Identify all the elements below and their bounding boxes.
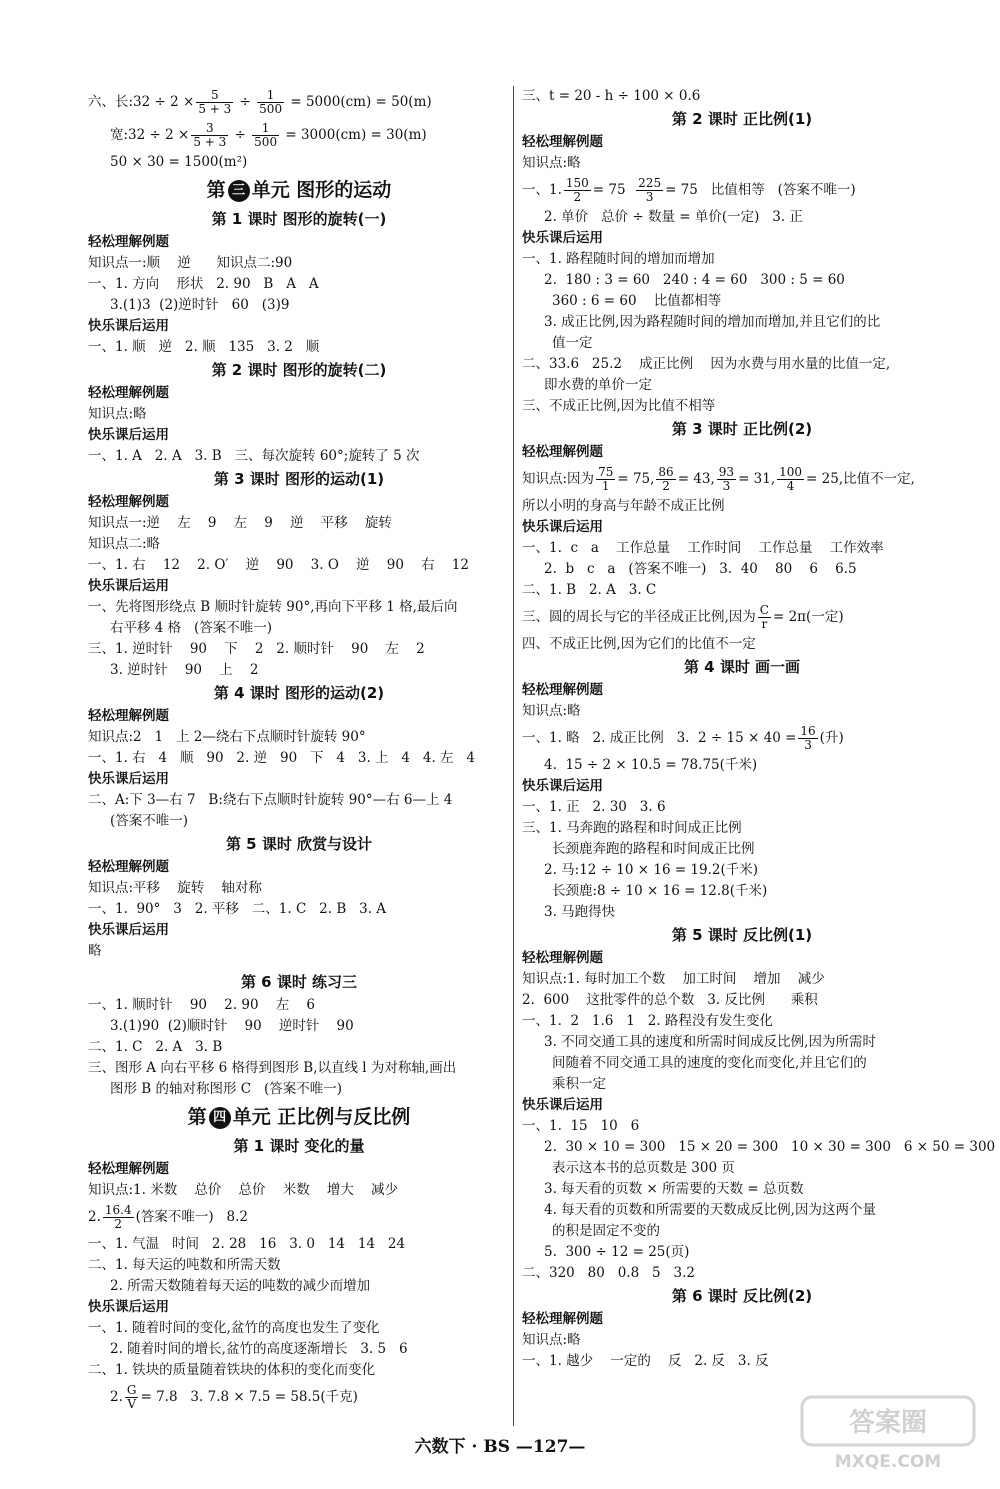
section-heading: 轻松理解例题 bbox=[88, 1161, 169, 1177]
answer-line: 一、先将图形绕点 B 顺时针旋转 90°,再向下平移 1 格,最后向 bbox=[88, 599, 458, 615]
lesson-title: 第 4 课时 图形的运动(2) bbox=[213, 684, 385, 702]
answer-line: 长颈鹿:8 ÷ 10 × 16 = 12.8(千米) bbox=[552, 883, 768, 899]
answer-line: 略 bbox=[88, 943, 102, 959]
answer-line: 乘积一定 bbox=[552, 1076, 606, 1092]
answer-line: 三、圆的周长与它的半径成正比例,因为 $\frac{C}{r}$ = 2π(一定) bbox=[522, 603, 844, 631]
answer-line: 三、1. 马奔跑的路程和时间成正比例 bbox=[522, 820, 742, 836]
lesson-title: 第 1 课时 变化的量 bbox=[233, 1137, 365, 1155]
answer-line: 一、1. A 2. A 3. B 三、每次旋转 60°;旋转了 5 次 bbox=[88, 448, 420, 464]
answer-line: 一、1. 随着时间的变化,盆竹的高度也发生了变化 bbox=[88, 1320, 380, 1336]
section-heading: 快乐课后运用 bbox=[88, 1299, 169, 1315]
answer-line: 2. 180 : 3 = 60 240 : 4 = 60 300 : 5 = 60 bbox=[544, 272, 845, 288]
answer-line: (答案不唯一) bbox=[110, 813, 189, 829]
section-heading: 轻松理解例题 bbox=[522, 444, 603, 460]
answer-line: 知识点:略 bbox=[522, 703, 581, 719]
answer-line: 一、1. 路程随时间的增加而增加 bbox=[522, 251, 715, 267]
section-heading: 轻松理解例题 bbox=[88, 859, 169, 875]
section-heading: 轻松理解例题 bbox=[88, 494, 169, 510]
answer-line: 360 : 6 = 60 比值都相等 bbox=[552, 293, 722, 309]
answer-line: 二、1. C 2. A 3. B bbox=[88, 1039, 223, 1055]
answer-line: 4. 15 ÷ 2 × 10.5 = 78.75(千米) bbox=[544, 757, 758, 773]
section-heading: 轻松理解例题 bbox=[88, 385, 169, 401]
section-heading: 快乐课后运用 bbox=[88, 771, 169, 787]
answer-line: 二、1. B 2. A 3. C bbox=[522, 582, 657, 598]
lesson-title: 第 2 课时 正比例(1) bbox=[671, 110, 813, 128]
answer-line: 知识点:1. 每时加工个数 加工时间 增加 减少 bbox=[522, 971, 825, 987]
answer-line: 知识点:因为 $\frac{75}{1}$ = 75, $\frac{86}{2}$ = 43, $\frac{93}{3}$ = 31, $\frac{100}{4}$ = 25,比值不一定, bbox=[522, 465, 915, 493]
answer-line: 三、t = 20 - h ÷ 100 × 0.6 bbox=[522, 88, 701, 104]
section-heading: 快乐课后运用 bbox=[522, 778, 603, 794]
answer-line: 一、1. c a 工作总量 工作时间 工作总量 工作效率 bbox=[522, 540, 884, 556]
answer-line: 知识点一:逆 左 9 左 9 逆 平移 旋转 bbox=[88, 515, 392, 531]
answer-line: 2. b c a (答案不唯一) 3. 40 80 6 6.5 bbox=[544, 561, 857, 577]
answer-line: 三、1. 逆时针 90 下 2 2. 顺时针 90 左 2 bbox=[88, 641, 425, 657]
answer-line: 知识点:略 bbox=[522, 155, 581, 171]
section-heading: 轻松理解例题 bbox=[88, 708, 169, 724]
answer-line: 所以小明的身高与年龄不成正比例 bbox=[522, 498, 725, 514]
left-column bbox=[88, 86, 510, 1414]
answer-line: 2. 所需天数随着每天运的吨数的减少而增加 bbox=[110, 1278, 371, 1294]
lesson-title: 第 3 课时 正比例(2) bbox=[671, 420, 813, 438]
lesson-title: 第 3 课时 图形的运动(1) bbox=[213, 470, 385, 488]
answer-line: 2. 随着时间的增长,盆竹的高度逐渐增长 3. 5 6 bbox=[110, 1341, 408, 1357]
svg-text:答案圈: 答案圈 bbox=[848, 1408, 928, 1438]
answer-line: 知识点二:略 bbox=[88, 536, 161, 552]
answer-line: 2. 30 × 10 = 300 15 × 20 = 300 10 × 30 = 300 6 × 50 = 300 bbox=[544, 1139, 996, 1155]
answer-line: 图形 B 的轴对称图形 C (答案不唯一) bbox=[110, 1081, 343, 1097]
lesson-title: 第 2 课时 图形的旋转(二) bbox=[211, 361, 387, 379]
answer-line: 知识点一:顺 逆 知识点二:90 bbox=[88, 255, 293, 271]
answer-line: 知识点:略 bbox=[522, 1332, 581, 1348]
answer-line: 3. 逆时针 90 上 2 bbox=[110, 662, 259, 678]
answer-line: 2. 单价 总价 ÷ 数量 = 单价(一定) 3. 正 bbox=[544, 209, 803, 225]
section-heading: 轻松理解例题 bbox=[522, 1311, 603, 1327]
lesson-title: 第 6 课时 练习三 bbox=[240, 973, 358, 991]
unit-title: 第 三 单元 图形的运动 bbox=[206, 179, 392, 201]
answer-line: 50 × 30 = 1500(m²) bbox=[110, 154, 248, 170]
answer-line: 二、1. 铁块的质量随着铁块的体积的变化而变化 bbox=[88, 1362, 376, 1378]
answer-line: 值一定 bbox=[552, 335, 593, 351]
section-heading: 轻松理解例题 bbox=[522, 682, 603, 698]
page-footer: 六数下 · BS —127— bbox=[414, 1437, 586, 1457]
answer-line: 一、1. $\frac{150}{2}$ = 75 $\frac{225}{3}$ = 75 比值相等 (答案不唯一) bbox=[522, 176, 856, 204]
answer-line: 3.(1)90 (2)顺时针 90 逆时针 90 bbox=[110, 1018, 354, 1034]
section-heading: 快乐课后运用 bbox=[522, 230, 603, 246]
section-heading: 快乐课后运用 bbox=[522, 1097, 603, 1113]
answer-line: 2. 600 这批零件的总个数 3. 反比例 乘积 bbox=[522, 992, 818, 1008]
answer-line: 一、1. 2 1.6 1 2. 路程没有发生变化 bbox=[522, 1013, 773, 1029]
answer-line: 二、A:下 3—右 7 B:绕右下点顺时针旋转 90°—右 6—上 4 bbox=[88, 792, 453, 808]
answer-line: 2. 马:12 ÷ 10 × 16 = 19.2(千米) bbox=[544, 862, 759, 878]
answer-line: 一、1. 15 10 6 bbox=[522, 1118, 640, 1134]
answer-line: 二、1. 每天运的吨数和所需天数 bbox=[88, 1257, 281, 1273]
answer-line: 知识点:2 1 上 2—绕右下点顺时针旋转 90° bbox=[88, 729, 366, 745]
answer-line: 5. 300 ÷ 12 = 25(页) bbox=[544, 1244, 690, 1260]
answer-line: 2. $\frac{G}{V}$ = 7.8 3. 7.8 × 7.5 = 58.5(千克) bbox=[110, 1383, 358, 1411]
section-heading: 快乐课后运用 bbox=[88, 578, 169, 594]
answer-line: 的积是固定不变的 bbox=[552, 1223, 660, 1239]
lesson-title: 第 5 课时 欣赏与设计 bbox=[225, 835, 373, 853]
section-heading: 轻松理解例题 bbox=[522, 950, 603, 966]
answer-line: 表示这本书的总页数是 300 页 bbox=[552, 1160, 735, 1176]
answer-line: 知识点:平移 旋转 轴对称 bbox=[88, 880, 262, 896]
answer-line: 六、长:32 ÷ 2 × $\frac{5}{5 + 3}$ ÷ $\frac{1}{500}$ = 5000(cm) = 50(m) bbox=[88, 88, 432, 116]
unit-title: 第 四 单元 正比例与反比例 bbox=[187, 1106, 411, 1128]
lesson-title: 第 5 课时 反比例(1) bbox=[671, 926, 813, 944]
answer-line: 一、1. 略 2. 成正比例 3. 2 ÷ 15 × 40 = $\frac{16}{3}$ (升) bbox=[522, 724, 844, 752]
answer-line: 一、1. 顺时针 90 2. 90 左 6 bbox=[88, 997, 315, 1013]
lesson-title: 第 6 课时 反比例(2) bbox=[671, 1287, 813, 1305]
answer-line: 四、不成正比例,因为它们的比值不一定 bbox=[522, 636, 756, 652]
lesson-title: 第 4 课时 画一画 bbox=[683, 658, 801, 676]
answer-line: 一、1. 正 2. 30 3. 6 bbox=[522, 799, 666, 815]
section-heading: 快乐课后运用 bbox=[88, 318, 169, 334]
lesson-title: 第 1 课时 图形的旋转(一) bbox=[211, 210, 387, 228]
answer-line: 长颈鹿奔跑的路程和时间成正比例 bbox=[552, 841, 755, 857]
section-heading: 快乐课后运用 bbox=[88, 922, 169, 938]
answer-line: 一、1. 方向 形状 2. 90 B A A bbox=[88, 276, 319, 292]
answer-line: 3. 成正比例,因为路程随时间的增加而增加,并且它们的比 bbox=[544, 314, 881, 330]
answer-line: 一、1. 顺 逆 2. 顺 135 3. 2 顺 bbox=[88, 339, 320, 355]
answer-line: 2. $\frac{16.4}{2}$ (答案不唯一) 8.2 bbox=[88, 1203, 248, 1231]
answer-line: 宽:32 ÷ 2 × $\frac{3}{5 + 3}$ ÷ $\frac{1}{500}$ = 3000(cm) = 30(m) bbox=[110, 121, 427, 149]
answer-line: 4. 每天看的页数和所需要的天数成反比例,因为这两个量 bbox=[544, 1202, 876, 1218]
section-heading: 轻松理解例题 bbox=[522, 134, 603, 150]
answer-line: 3. 不同交通工具的速度和所需时间成反比例,因为所需时 bbox=[544, 1034, 876, 1050]
answer-line: 三、图形 A 向右平移 6 格得到图形 B,以直线 l 为对称轴,画出 bbox=[88, 1060, 457, 1076]
answer-line: 知识点:略 bbox=[88, 406, 147, 422]
answer-line: 右平移 4 格 (答案不唯一) bbox=[110, 620, 273, 636]
watermark-logo bbox=[798, 1393, 978, 1475]
answer-line: 一、1. 右 4 顺 90 2. 逆 90 下 4 3. 上 4 4. 左 4 bbox=[88, 750, 476, 766]
section-heading: 快乐课后运用 bbox=[522, 519, 603, 535]
svg-text:MXQE.COM: MXQE.COM bbox=[834, 1452, 942, 1472]
section-heading: 快乐课后运用 bbox=[88, 427, 169, 443]
answer-line: 一、1. 越少 一定的 反 2. 反 3. 反 bbox=[522, 1353, 769, 1369]
answer-line: 一、1. 90° 3 2. 平移 二、1. C 2. B 3. A bbox=[88, 901, 387, 917]
section-heading: 轻松理解例题 bbox=[88, 234, 169, 250]
answer-line: 三、不成正比例,因为比值不相等 bbox=[522, 398, 716, 414]
column-divider bbox=[513, 86, 514, 1426]
answer-line: 一、1. 气温 时间 2. 28 16 3. 0 14 14 24 bbox=[88, 1236, 406, 1252]
answer-line: 即水费的单价一定 bbox=[544, 377, 652, 393]
answer-line: 一、1. 右 12 2. O′ 逆 90 3. O 逆 90 右 12 bbox=[88, 557, 469, 573]
answer-line: 3.(1)3 (2)逆时针 60 (3)9 bbox=[110, 297, 290, 313]
right-column bbox=[522, 86, 996, 1372]
answer-line: 3. 每天看的页数 × 所需要的天数 = 总页数 bbox=[544, 1181, 804, 1197]
answer-line: 间随着不同交通工具的速度的变化而变化,并且它们的 bbox=[552, 1055, 867, 1071]
answer-line: 二、33.6 25.2 成正比例 因为水费与用水量的比值一定, bbox=[522, 356, 891, 372]
answer-line: 知识点:1. 米数 总价 总价 米数 增大 减少 bbox=[88, 1182, 399, 1198]
answer-line: 二、320 80 0.8 5 3.2 bbox=[522, 1265, 695, 1281]
answer-line: 3. 马跑得快 bbox=[544, 904, 616, 920]
